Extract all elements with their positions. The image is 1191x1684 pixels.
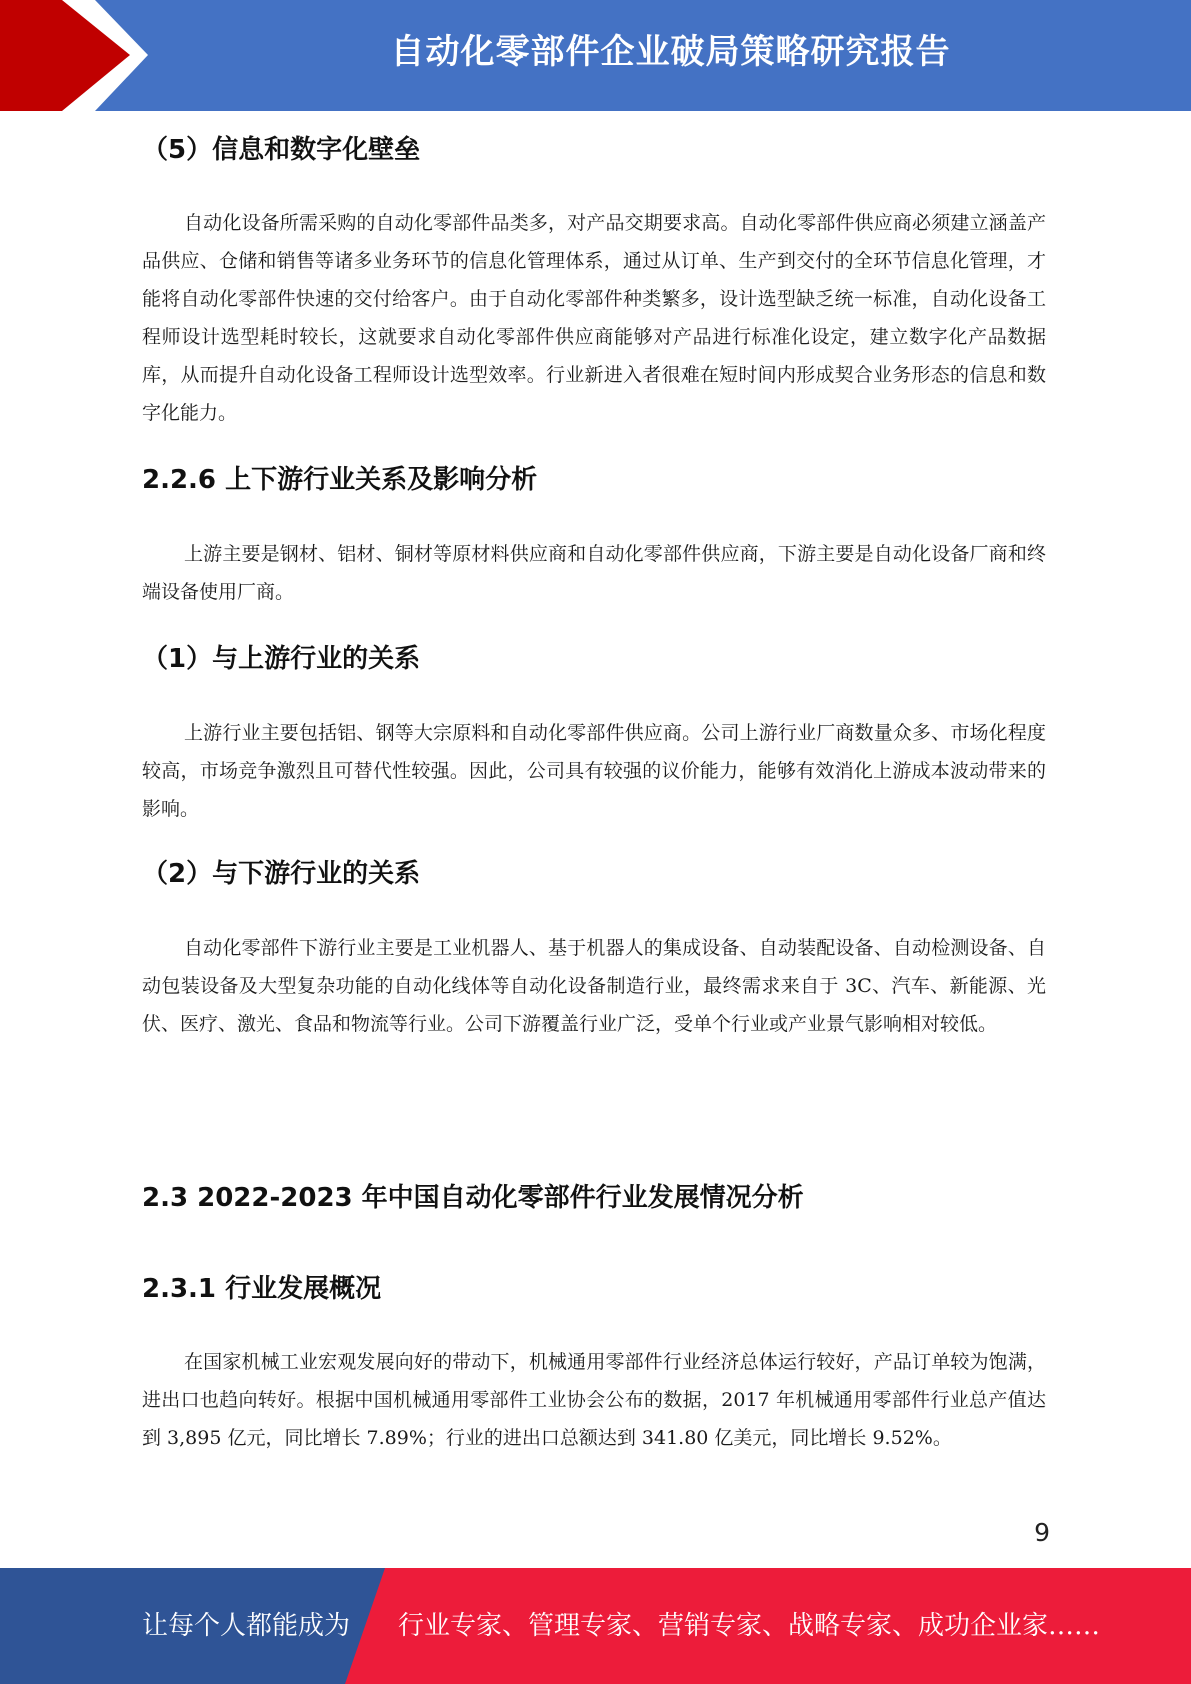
paragraph-industry-overview: 在国家机械工业宏观发展向好的带动下，机械通用零部件行业经济总体运行较好，产品订单较为饱满，进出口也趋向转好。根据中国机械通用零部件工业协会公布的数据，2017 年机械通用零部件行业总产值达到 3,895 亿元，同比增长 7.89%；行业的进出口总额达到 341.80 亿美元，同比增长 9.52%。 (142, 1351, 1046, 1449)
section-heading-industry-overview: 2.3.1 行业发展概况 (142, 1274, 382, 1304)
paragraph-downstream-relation: 自动化零部件下游行业主要是工业机器人、基于机器人的集成设备、自动装配设备、自动检测设备、自动包装设备及大型复杂功能的自动化线体等自动化设备制造行业，最终需求来自于 3C、汽车、新能源、光伏、医疗、激光、食品和物流等行业。公司下游覆盖行业广泛，受单个行业或产业景气影响相对较低。 (142, 937, 1046, 1035)
paragraph-digital-barrier: 自动化设备所需采购的自动化零部件品类多，对产品交期要求高。自动化零部件供应商必须建立涵盖产品供应、仓储和销售等诸多业务环节的信息化管理体系，通过从订单、生产到交付的全环节信息化管理，才能将自动化零部件快速的交付给客户。由于自动化零部件种类繁多，设计选型缺乏统一标准，自动化设备工程师设计选型耗时较长，这就要求自动化零部件供应商能够对产品进行标准化设定，建立数字化产品数据库，从而提升自动化设备工程师设计选型效率。行业新进入者很难在短时间内形成契合业务形态的信息和数字化能力。 (142, 212, 1046, 424)
footer-banner (0, 1568, 1191, 1684)
footer-slogan-right: 行业专家、管理专家、营销专家、战略专家、成功企业家…… (398, 1611, 1101, 1641)
page-number: 9 (1034, 1518, 1050, 1547)
document-title: 自动化零部件企业破局策略研究报告 (390, 32, 951, 72)
section-heading-digital-barrier: （5）信息和数字化壁垒 (142, 135, 421, 165)
paragraph-upstream-relation: 上游行业主要包括铝、钢等大宗原料和自动化零部件供应商。公司上游行业厂商数量众多、市场化程度较高，市场竞争激烈且可替代性较强。因此，公司具有较强的议价能力，能够有效消化上游成本波动带来的影响。 (142, 722, 1046, 820)
footer-slogan-left: 让每个人都能成为 (142, 1611, 351, 1641)
section-heading-industry-development: 2.3 2022-2023 年中国自动化零部件行业发展情况分析 (142, 1183, 804, 1213)
paragraph-upstream-downstream: 上游主要是钢材、铝材、铜材等原材料供应商和自动化零部件供应商，下游主要是自动化设备厂商和终端设备使用厂商。 (142, 543, 1046, 603)
section-heading-downstream-relation: （2）与下游行业的关系 (142, 859, 421, 889)
section-heading-upstream-downstream: 2.2.6 上下游行业关系及影响分析 (142, 465, 538, 495)
header-banner (0, 0, 1191, 111)
section-heading-upstream-relation: （1）与上游行业的关系 (142, 644, 421, 674)
